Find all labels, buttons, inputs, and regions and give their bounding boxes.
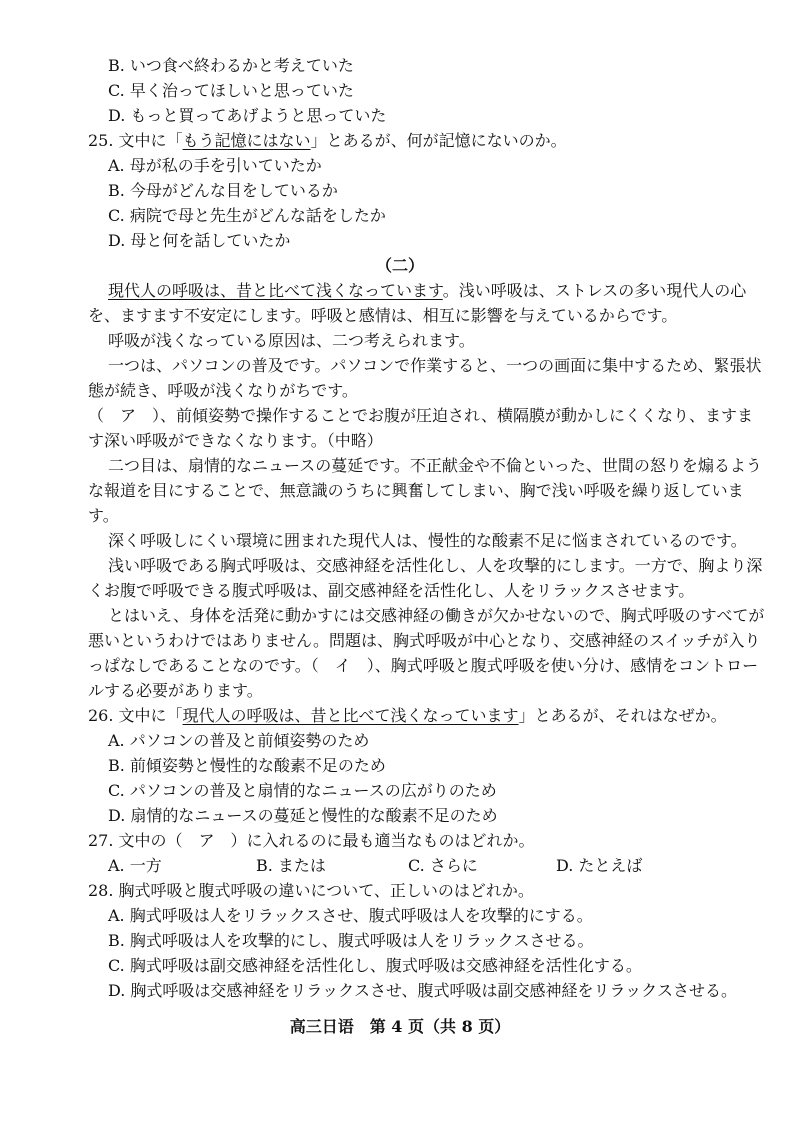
passage-p5-line3: す。 (88, 506, 119, 525)
passage-p1-line1 (108, 281, 746, 301)
q28-option-b: B. 胸式呼吸は人を攻撃的にし、腹式呼吸は人をリラックスさせる。 (108, 931, 594, 950)
q24-option-b: B. いつ食べ終わるかと考えていた (108, 56, 354, 75)
q26-option-b: B. 前傾姿勢と慢性的な酸素不足のため (108, 756, 386, 775)
q26-option-a: A. パソコンの普及と前傾姿勢のため (108, 731, 370, 750)
passage-p7-line1: 浅い呼吸である胸式呼吸は、交感神経を活性化し、人を攻撃的にします。一方で、胸より深 (108, 556, 763, 575)
q27-stem: 27. 文中の（ ア ）に入れるのに最も適当なものはどれか。 (88, 831, 535, 850)
q24-option-c: C. 早く治ってほしいと思っていた (108, 81, 354, 100)
q28-option-a: A. 胸式呼吸は人をリラックスさせ、腹式呼吸は人を攻撃的にする。 (108, 906, 593, 925)
passage-p8-line1: とはいえ、身体を活発に動かすには交感神経の働きが欠かせないので、胸式呼吸のすべてが (108, 606, 765, 625)
q28-stem: 28. 胸式呼吸と腹式呼吸の違いについて、正しいのはどれか。 (88, 881, 534, 900)
q26-stem-suffix: 」とあるが、それはなぜか。 (518, 706, 727, 725)
q25-stem (88, 131, 567, 151)
q26-stem (88, 706, 727, 726)
q25-stem-prefix: 25. 文中に「 (88, 131, 183, 150)
page-footer: 高三日语 第 4 页（共 8 页） (289, 1017, 511, 1036)
q28-option-d: D. 胸式呼吸は交感神経をリラックスさせ、腹式呼吸は副交感神経をリラックスさせる。 (108, 981, 737, 1000)
passage-p8-line4: ルする必要があります。 (88, 681, 263, 700)
passage-p5-line2: な報道を目にすることで、無意識のうちに興奮してしまい、胸で浅い呼吸を繰り返していま (88, 481, 744, 500)
passage-p3-line1: 一つは、パソコンの普及です。パソコンで作業すると、一つの画面に集中するため、緊張状 (108, 356, 762, 375)
passage-p8-line2: 悪いというわけではありません。問題は、胸式呼吸が中心となり、交感神経のスイッチが入り (88, 631, 761, 650)
q27-option-b: B. または (256, 856, 326, 875)
q24-option-d: D. もっと買ってあげようと思っていた (108, 106, 387, 125)
q25-quoted-phrase: もう記憶にはない (182, 131, 311, 150)
passage-underlined-phrase: 現代人の呼吸は、昔と比べて浅くなっています (108, 281, 443, 300)
q25-option-b: B. 今母がどんな目をしているか (108, 181, 338, 200)
q28-option-c: C. 胸式呼吸は副交感神経を活性化し、腹式呼吸は交感神経を活性化する。 (108, 956, 642, 975)
q26-quoted-phrase: 現代人の呼吸は、昔と比べて浅くなっています (182, 706, 519, 725)
passage-p8-line3: っぱなしであることなのです。（ イ ）、胸式呼吸と腹式呼吸を使い分け、感情をコントロー (88, 656, 759, 675)
q26-option-d: D. 扇情的なニュースの蔓延と慢性的な酸素不足のため (108, 806, 498, 825)
passage-p2: 呼吸が浅くなっている原因は、二つ考えられます。 (108, 331, 475, 350)
passage-p5-line1: 二つ目は、扇情的なニュースの蔓延です。不正献金や不倫といった、世間の怒りを煽るよう (108, 456, 762, 475)
section-title: （二） (375, 256, 424, 275)
q25-stem-suffix: 」とあるが、何が記憶にないのか。 (310, 131, 567, 150)
q26-stem-prefix: 26. 文中に「 (88, 706, 183, 725)
passage-p3-line2: 態が続き、呼吸が浅くなりがちです。 (88, 381, 358, 400)
passage-p1-line2: を、ますます不安定にします。呼吸と感情は、相互に影響を与えているからです。 (88, 306, 678, 325)
passage-p1-rest: 。浅い呼吸は、ストレスの多い現代人の心 (442, 281, 747, 300)
q25-option-a: A. 母が私の手を引いていたか (108, 156, 322, 175)
passage-p4-line2: す深い呼吸ができなくなります。（中略） (88, 431, 383, 450)
q25-option-d: D. 母と何を話していたか (108, 231, 291, 250)
passage-p7-line2: くお腹で呼吸できる腹式呼吸は、副交感神経を活性化し、人をリラックスさせます。 (88, 581, 695, 600)
q27-option-c: C. さらに (408, 856, 478, 875)
passage-p4-line1: （ ア ）、前傾姿勢で操作することでお腹が圧迫され、横隔膜が動かしにくくなり、ますま (88, 406, 753, 425)
q27-option-a: A. 一方 (108, 856, 162, 875)
q27-option-d: D. たとえば (556, 856, 643, 875)
passage-p6: 深く呼吸しにくい環境に囲まれた現代人は、慢性的な酸素不足に悩まされているのです。 (108, 531, 747, 550)
q25-option-c: C. 病院で母と先生がどんな話をしたか (108, 206, 386, 225)
q26-option-c: C. パソコンの普及と扇情的なニュースの広がりのため (108, 781, 497, 800)
